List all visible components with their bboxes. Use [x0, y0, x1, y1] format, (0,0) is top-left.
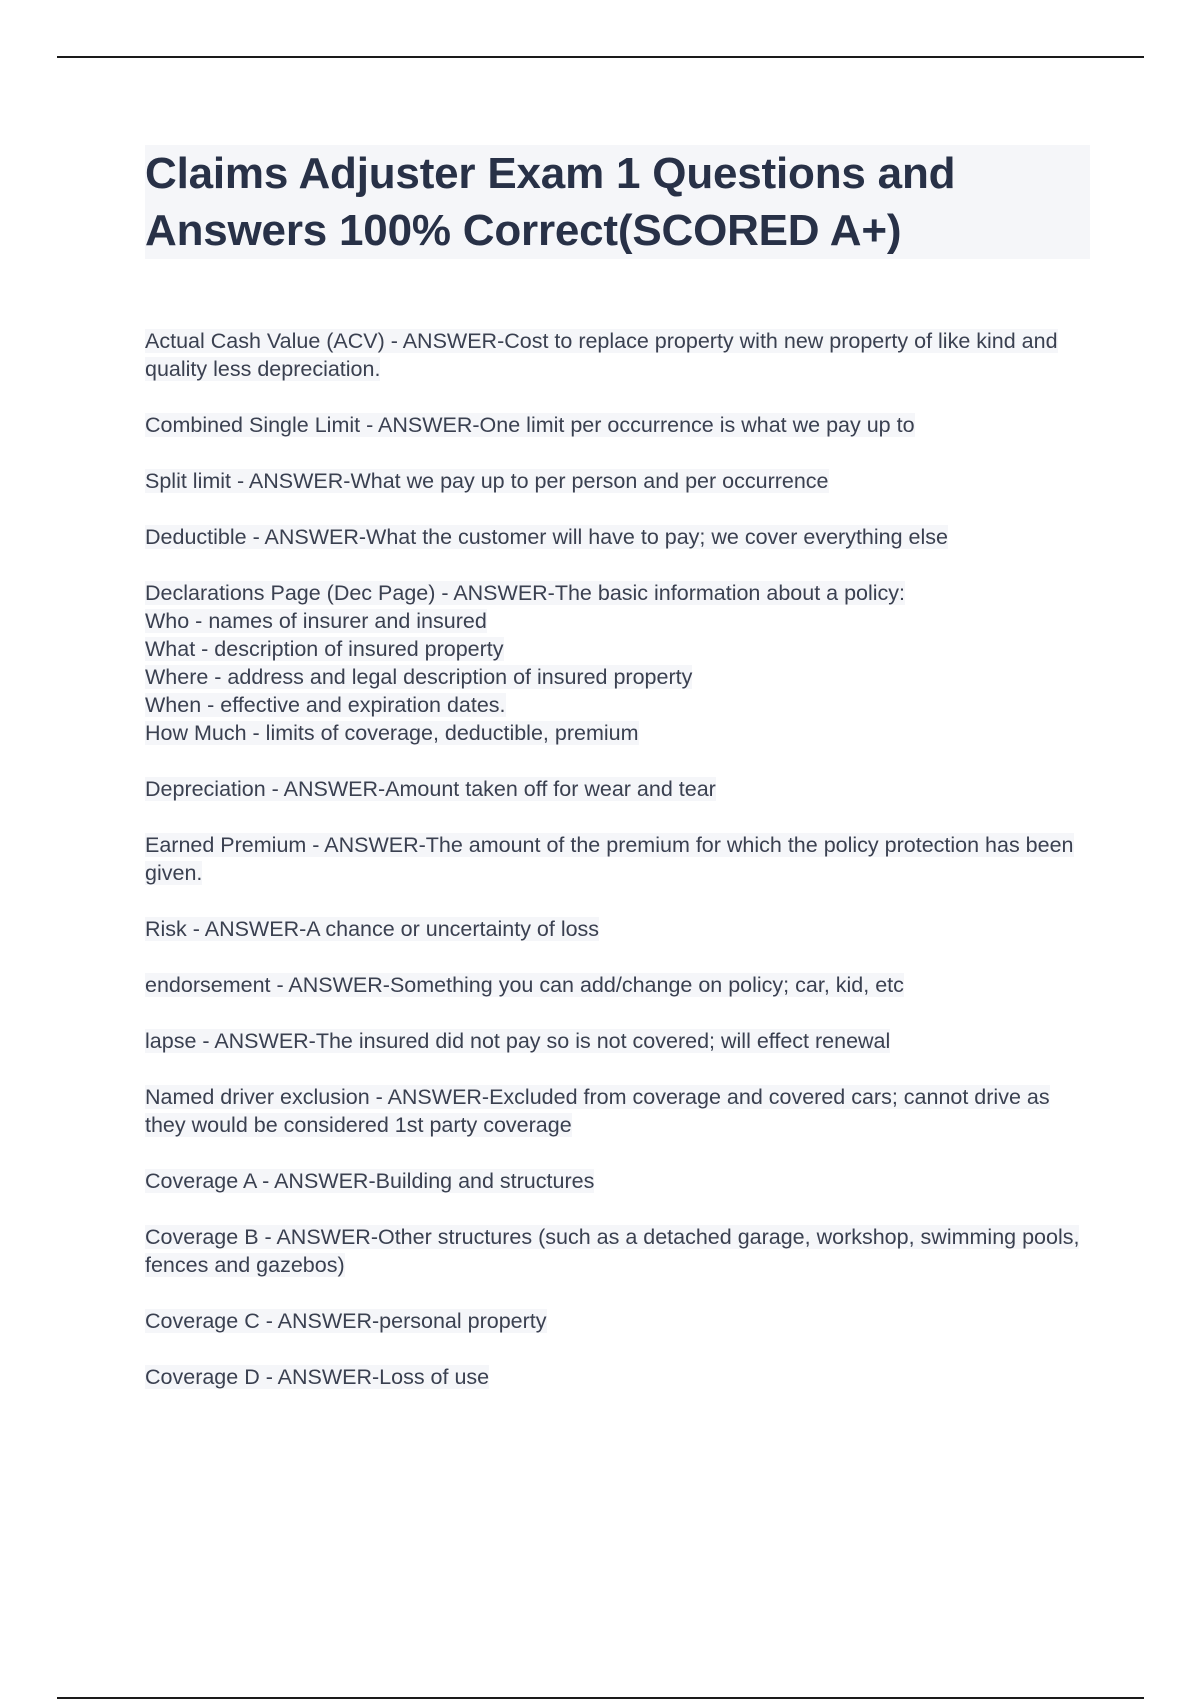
qa-item — [145, 1307, 1090, 1335]
qa-subline — [145, 663, 1090, 691]
qa-text: lapse - ANSWER-The insured did not pay so is not covered; will effect renewal — [145, 1029, 891, 1053]
qa-subline — [145, 719, 1090, 747]
qa-list — [145, 327, 1090, 1391]
qa-subline-text: How Much - limits of coverage, deductible, premium — [145, 721, 639, 745]
qa-subline-text: Who - names of insurer and insured — [145, 609, 487, 633]
title-block — [145, 145, 1090, 259]
qa-item — [145, 1083, 1090, 1139]
qa-text: Coverage B - ANSWER-Other structures (such as a detached garage, workshop, swimming pools, fences and gazebos) — [145, 1225, 1080, 1277]
qa-text: Risk - ANSWER-A chance or uncertainty of loss — [145, 917, 600, 941]
document-body — [145, 145, 1090, 1419]
qa-text: Coverage A - ANSWER-Building and structures — [145, 1169, 595, 1193]
qa-text: endorsement - ANSWER-Something you can add/change on policy; car, kid, etc — [145, 973, 904, 997]
qa-item — [145, 411, 1090, 439]
qa-item — [145, 327, 1090, 383]
qa-subline — [145, 691, 1090, 719]
qa-subline — [145, 607, 1090, 635]
qa-item — [145, 775, 1090, 803]
qa-text: Combined Single Limit - ANSWER-One limit per occurrence is what we pay up to — [145, 413, 915, 437]
qa-text: Coverage D - ANSWER-Loss of use — [145, 1365, 490, 1389]
qa-text: Earned Premium - ANSWER-The amount of the premium for which the policy protection has been given. — [145, 833, 1074, 885]
qa-text: Split limit - ANSWER-What we pay up to per person and per occurrence — [145, 469, 829, 493]
qa-item — [145, 1363, 1090, 1391]
qa-text: Coverage C - ANSWER-personal property — [145, 1309, 547, 1333]
qa-item — [145, 1027, 1090, 1055]
qa-item — [145, 915, 1090, 943]
qa-item — [145, 831, 1090, 887]
qa-item — [145, 971, 1090, 999]
qa-text: Named driver exclusion - ANSWER-Excluded from coverage and covered cars; cannot drive as they would be considered 1st party coverage — [145, 1085, 1050, 1137]
qa-subline-text: Where - address and legal description of insured property — [145, 665, 693, 689]
qa-item — [145, 579, 1090, 747]
qa-text: Declarations Page (Dec Page) - ANSWER-The basic information about a policy: — [145, 581, 906, 605]
qa-text: Deductible - ANSWER-What the customer will have to pay; we cover everything else — [145, 525, 948, 549]
qa-item — [145, 1223, 1090, 1279]
qa-subline — [145, 635, 1090, 663]
qa-item — [145, 467, 1090, 495]
top-rule — [57, 56, 1144, 58]
document-title: Claims Adjuster Exam 1 Questions and Answers 100% Correct(SCORED A+) — [145, 149, 956, 255]
qa-text: Depreciation - ANSWER-Amount taken off for wear and tear — [145, 777, 716, 801]
qa-text: Actual Cash Value (ACV) - ANSWER-Cost to replace property with new property of like kind and quality less depreciation. — [145, 329, 1058, 381]
qa-item — [145, 1167, 1090, 1195]
qa-subline-text: When - effective and expiration dates. — [145, 693, 506, 717]
qa-subline-text: What - description of insured property — [145, 637, 504, 661]
qa-item — [145, 523, 1090, 551]
bottom-rule — [57, 1697, 1144, 1699]
